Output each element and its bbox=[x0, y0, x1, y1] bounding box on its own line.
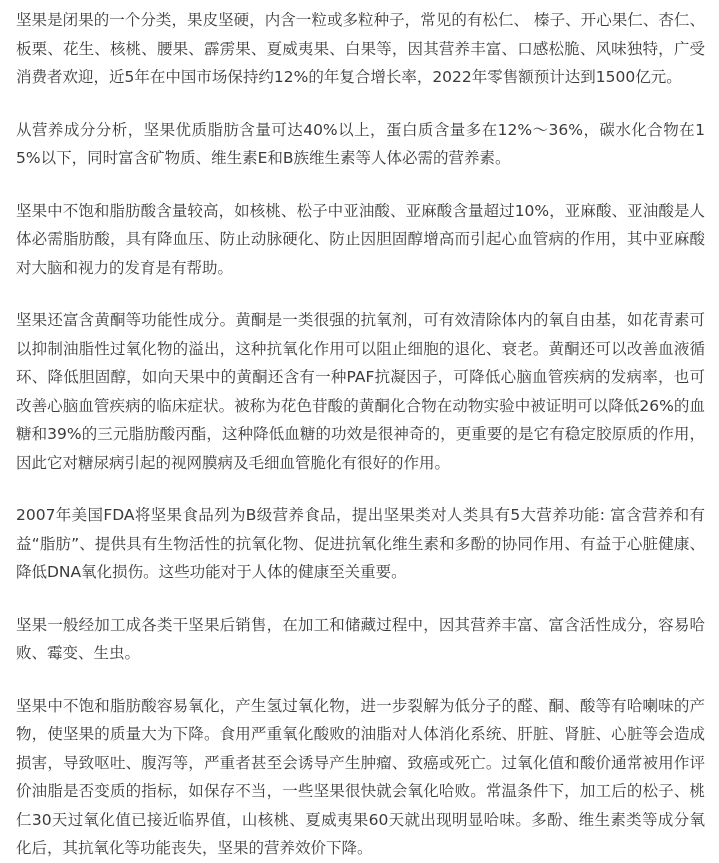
paragraph-fatty-acids: 坚果中不饱和脂肪酸含量较高，如核桃、松子中亚油酸、亚麻酸含量超过10%，亚麻酸、亚油酸是人体必需脂肪酸，具有降血压、防止动脉硬化、防止因胆固醇增高而引起心血管病的作用，其中亚麻酸对大脑和视力的发育是有帮助。 bbox=[16, 201, 705, 277]
paragraph-fda: 2007年美国FDA将坚果食品列为B级营养食品，提出坚果类对人类具有5大营养功能: 富含营养和有益“脂肪”、提供具有生物活性的抗氧化物、促进抗氧化维生素和多酚的协同作用、有益于心脏健康、降低DNA氧化损伤。这些功能对于人体的健康至关重要。 bbox=[16, 506, 705, 581]
paragraph-oxidation: 坚果中不饱和脂肪酸容易氧化，产生氢过氧化物，进一步裂解为低分子的醛、酮、酸等有哈喇味的产物，使坚果的质量大为下降。食用严重氧化酸败的油脂对人体消化系统、肝脏、肾脏、心脏等会造成损害，导致呕吐、腹泻等，严重者甚至会诱导产生肿瘤、致癌或死亡。过氧化值和酸价通常被用作评价油脂是否变质的指标，如保存不当，一些坚果很快就会氧化哈败。常温条件下，加工后的松子、桃仁30天过氧化值已接近临界值，山核桃、夏威夷果60天就出现明显哈味。多酚、维生素类等成分氧化后，其抗氧化等功能丧失，坚果的营养效价下降。 bbox=[16, 696, 705, 857]
paragraph-nutrition: 从营养成分分析，坚果优质脂肪含量可达40%以上，蛋白质含量多在12%～36%，碳水化合物在15%以下，同时富含矿物质、维生素E和B族维生素等人体必需的营养素。 bbox=[16, 120, 705, 167]
paragraph-processing: 坚果一般经加工成各类干坚果后销售，在加工和储藏过程中，因其营养丰富、富含活性成分，容易哈败、霉变、生虫。 bbox=[16, 615, 705, 662]
paragraph-flavonoids: 坚果还富含黄酮等功能性成分。黄酮是一类很强的抗氧剂，可有效清除体内的氧自由基，如花青素可以抑制油脂性过氧化物的溢出，这种抗氧化作用可以阻止细胞的退化、衰老。黄酮还可以改善血液循环、降低胆固醇，如向天果中的黄酮还含有一种PAF抗凝因子，可降低心脑血管疾病的发病率，也可改善心脑血管疾病的临床症状。被称为花色苷酸的黄酮化合物在动物实验中被证明可以降低26%的血糖和39%的三元脂肪酸丙酯，这种降低血糖的功效是很神奇的，更重要的是它有稳定胶原质的作用，因此它对糖尿病引起的视网膜病及毛细血管脆化有很好的作用。 bbox=[16, 311, 705, 472]
paragraph-intro: 坚果是闭果的一个分类，果皮坚硬，内含一粒或多粒种子，常见的有松仁、 榛子、开心果仁、杏仁、板栗、花生、核桃、腰果、霹雳果、夏威夷果、白果等，因其营养丰富、口感松脆、风味独特，广受消费者欢迎，近5年在中国市场保持约12%的年复合增长率，2022年零售额预计达到1500亿元。 bbox=[16, 11, 705, 86]
